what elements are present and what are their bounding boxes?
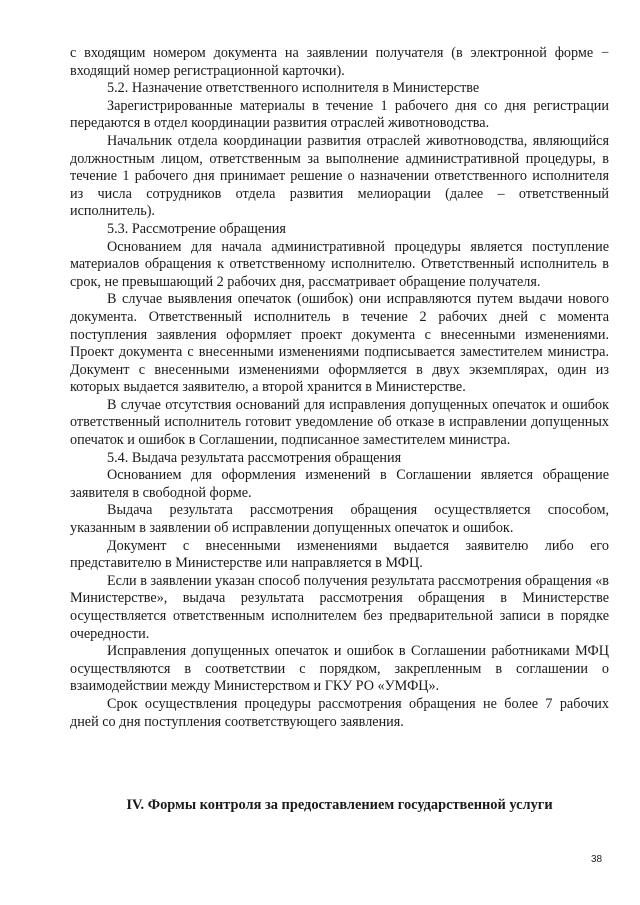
paragraph: Начальник отдела координации развития отраслей животноводства, являющийся должностным лицом, ответственным за выполнение административной процедуры, в течение 1 рабочего дня принимает решение о назначении ответственного исполнителя из числа сотрудников отдела развития мелиорации (далее – ответственный исполнитель). [70,132,609,220]
paragraph: Срок осуществления процедуры рассмотрения обращения не более 7 рабочих дней со дня поступления соответствующего заявления. [70,695,609,730]
paragraph: Основанием для начала административной процедуры является поступление материалов обращения к ответственному исполнителю. Ответственный исполнитель в срок, не превышающий 2 рабочих дня, рассматривает обращение получателя. [70,238,609,290]
paragraph: В случае выявления опечаток (ошибок) они исправляются путем выдачи нового документа. Ответственный исполнитель в течение 2 рабочих дней с момента поступления заявления оформляет проект документа с внесенными изменениями. Проект документа с внесенными изменениями подписывается заместителем министра. Документ с внесенными изменениями оформляется в двух экземплярах, один из которых выдается заявителю, а второй хранится в Министерстве. [70,291,609,396]
paragraph-continuation: с входящим номером документа на заявлении получателя (в электронной форме − входящий номер регистрационной карточки). [70,45,609,79]
paragraph: В случае отсутствия оснований для исправления допущенных опечаток и ошибок ответственный исполнитель готовит уведомление об отказе в исправлении допущенных опечаток и ошибок в Соглашении, подписанное заместителем министра. [70,396,609,449]
page-number: 38 [591,854,603,865]
section-heading: IV. Формы контроля за предоставлением государственной услуги [126,797,553,813]
paragraph: Выдача результата рассмотрения обращения осуществляется способом, указанным в заявлении об исправлении допущенных опечаток и ошибок. [70,502,609,537]
subsection-heading-5-3: 5.3. Рассмотрение обращения [107,220,286,237]
paragraph: Исправления допущенных опечаток и ошибок в Соглашении работниками МФЦ осуществляются в соответствии с порядком, закрепленным в соглашении о взаимодействии между Министерством и ГКУ РО «УМФЦ». [70,643,609,695]
paragraph: Если в заявлении указан способ получения результата рассмотрения обращения «в Министерстве», выдача результата рассмотрения обращения в Министерстве осуществляется ответственным исполнителем без предварительной записи в порядке очередности. [70,572,609,642]
paragraph: Зарегистрированные материалы в течение 1 рабочего дня со дня регистрации передаются в отдел координации развития отраслей животноводства. [70,97,609,132]
subsection-heading-5-4: 5.4. Выдача результата рассмотрения обращения [107,449,402,466]
document-body [70,45,609,731]
paragraph: Документ с внесенными изменениями выдается заявителю либо его представителю в Министерстве или направляется в МФЦ. [70,537,609,572]
subsection-heading-5-2: 5.2. Назначение ответственного исполнителя в Министерстве [107,80,480,97]
paragraph: Основанием для оформления изменений в Соглашении является обращение заявителя в свободной форме. [70,467,609,501]
